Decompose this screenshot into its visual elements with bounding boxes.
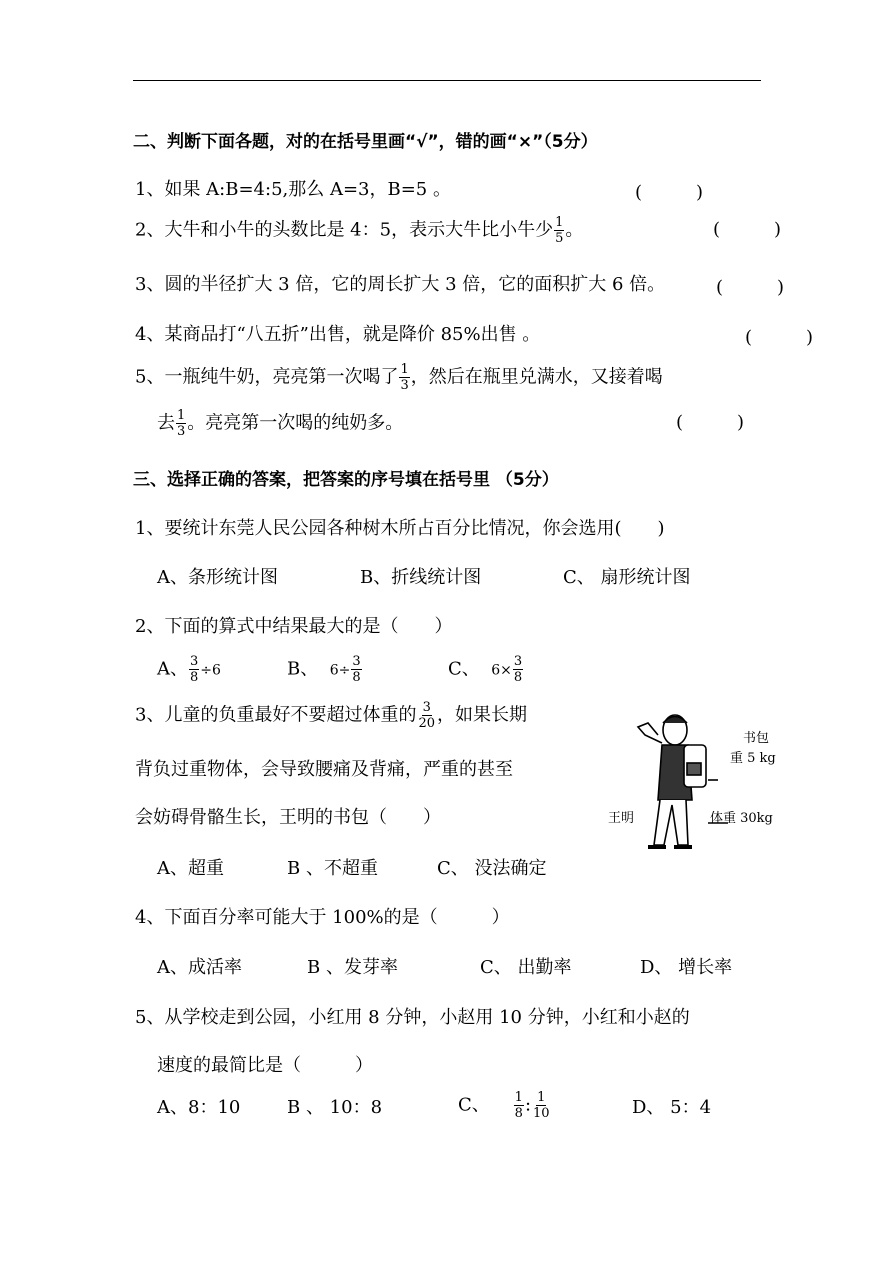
bag-weight-label: 重 5 kg — [730, 751, 776, 766]
s3-q5-line2: 速度的最简比是（ ） — [157, 1055, 373, 1076]
s3-q5-option-c[interactable]: C、 $\frac{1}{8}$ : $\frac{1}{10}$ — [458, 1090, 550, 1121]
s3-q1-option-c[interactable]: C、 扇形统计图 — [563, 567, 691, 588]
s3-q4-option-d[interactable]: D、 增长率 — [640, 957, 733, 978]
s3-q5-option-a[interactable]: A、8：10 — [157, 1097, 241, 1118]
section2-heading: 二、判断下面各题，对的在括号里画“√”，错的画“×”（5分） — [133, 132, 598, 152]
fraction: $\frac{1}{3}$ — [177, 408, 186, 439]
fraction: $\frac{3}{8}$ — [352, 654, 361, 685]
s3-q1-option-a[interactable]: A、条形统计图 — [157, 567, 278, 588]
s2-item2-answer[interactable]: ( ) — [713, 219, 782, 240]
s2-item1-answer[interactable]: ( ) — [635, 182, 704, 203]
body-weight-label: 体重 30kg — [710, 811, 773, 826]
boy-with-backpack-illustration — [600, 705, 790, 860]
name-label: 王明 — [608, 811, 635, 826]
s3-q3-option-c[interactable]: C、 没法确定 — [437, 858, 547, 879]
fraction: $\frac{3}{8}$ — [513, 654, 523, 685]
s3-q4-option-a[interactable]: A、成活率 — [157, 957, 242, 978]
s3-q2-option-b[interactable]: B、 6÷ $\frac{3}{8}$ — [287, 654, 361, 685]
s3-q4-option-c[interactable]: C、 出勤率 — [480, 957, 572, 978]
s3-q4: 4、下面百分率可能大于 100%的是（ ） — [135, 907, 510, 928]
s3-q2-option-a[interactable]: A、 $\frac{3}{8}$ ÷6 — [157, 654, 221, 685]
s3-q1-option-b[interactable]: B、折线统计图 — [360, 567, 482, 588]
s2-item2-text: 2、大牛和小牛的头数比是 4：5，表示大牛比小牛少 — [135, 219, 554, 241]
fraction: $\frac{1}{10}$ — [533, 1090, 550, 1121]
s2-item4-answer[interactable]: ( ) — [745, 327, 814, 348]
s2-item5-cont: 去 $\frac{1}{3}$ 。亮亮第一次喝的纯奶多。 — [157, 408, 404, 439]
s2-item5: 5、一瓶纯牛奶，亮亮第一次喝了 $\frac{1}{3}$ ，然后在瓶里兑满水，又接着喝 — [135, 362, 663, 393]
s3-q5: 5、从学校走到公园，小红用 8 分钟，小赵用 10 分钟，小红和小赵的 — [135, 1007, 690, 1028]
s2-item2: 2、大牛和小牛的头数比是 4：5，表示大牛比小牛少 $\frac{1}{5}$ 。 — [135, 215, 584, 246]
s3-q3-line2: 背负过重物体，会导致腰痛及背痛，严重的甚至 — [135, 759, 513, 780]
fraction: $\frac{1}{8}$ — [514, 1090, 523, 1121]
s3-q5-option-d[interactable]: D、 5：4 — [632, 1097, 712, 1118]
s2-item3-answer[interactable]: ( ) — [716, 277, 785, 298]
s3-q2-option-c[interactable]: C、 6× $\frac{3}{8}$ — [448, 654, 523, 685]
top-rule — [133, 80, 761, 81]
fraction: $\frac{1}{3}$ — [400, 362, 409, 393]
s3-q3-option-b[interactable]: B 、不超重 — [287, 858, 378, 879]
s3-q1: 1、要统计东莞人民公园各种树木所占百分比情况，你会选用( ) — [135, 518, 665, 539]
s2-item1: 1、如果 A:B=4:5,那么 A=3，B=5 。 — [135, 179, 451, 200]
s3-q3-line3: 会妨碍骨骼生长，王明的书包（ ） — [135, 807, 441, 828]
s2-item4: 4、某商品打“八五折”出售，就是降价 85%出售 。 — [135, 324, 541, 345]
fraction: $\frac{3}{8}$ — [190, 654, 199, 685]
s3-q3: 3、儿童的负重最好不要超过体重的 $\frac{3}{20}$ ，如果长期 — [135, 700, 527, 731]
s3-q3-option-a[interactable]: A、超重 — [157, 858, 224, 879]
s3-q4-option-b[interactable]: B 、发芽率 — [307, 957, 398, 978]
fraction: $\frac{3}{20}$ — [418, 700, 435, 731]
fraction: $\frac{1}{5}$ — [555, 215, 564, 246]
section3-heading: 三、选择正确的答案，把答案的序号填在括号里 （5分） — [133, 470, 559, 490]
s3-q2: 2、下面的算式中结果最大的是（ ） — [135, 616, 453, 637]
s2-item3: 3、圆的半径扩大 3 倍，它的周长扩大 3 倍，它的面积扩大 6 倍。 — [135, 274, 666, 295]
s2-item5-answer[interactable]: ( ) — [676, 412, 745, 433]
s3-q5-option-b[interactable]: B 、 10：8 — [287, 1097, 383, 1118]
bag-label: 书包 — [743, 731, 770, 746]
